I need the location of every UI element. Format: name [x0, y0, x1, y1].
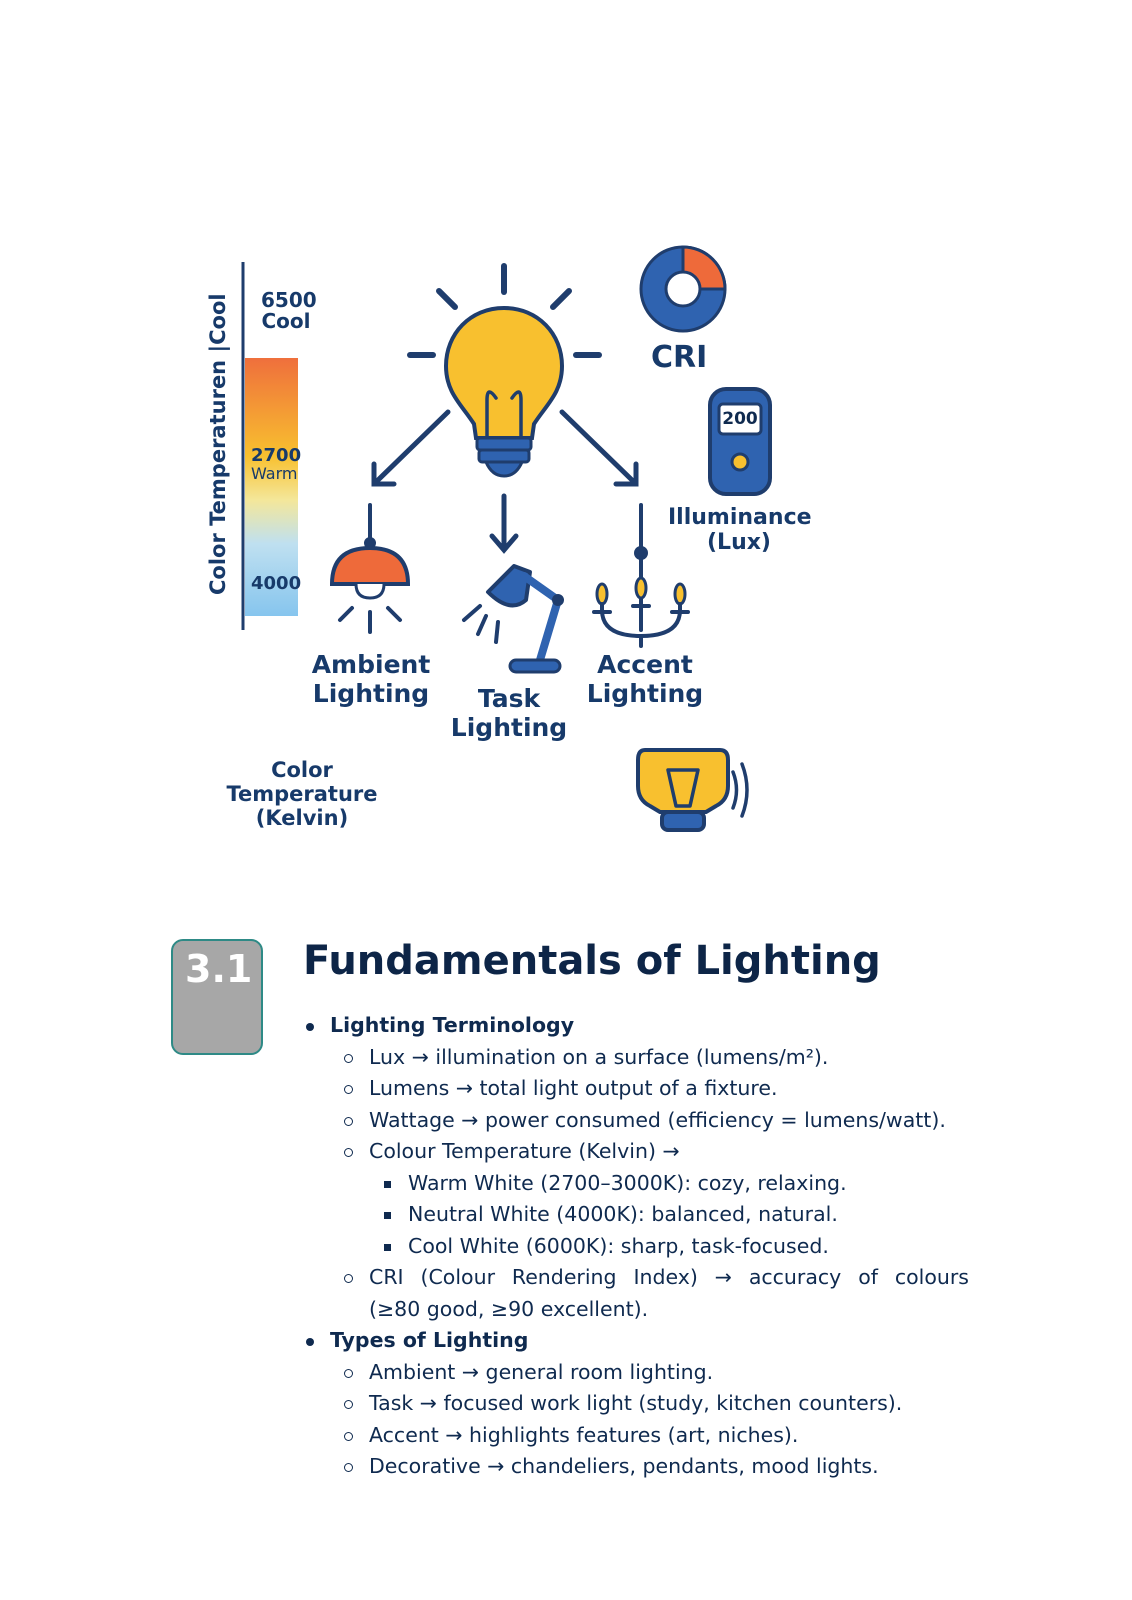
illuminance-label [668, 505, 810, 556]
square-bullet-icon [384, 1181, 391, 1188]
section-number-badge [171, 939, 263, 1055]
section-title: Fundamentals of Lighting [303, 938, 881, 984]
tick-2700-label: Warm [251, 463, 298, 483]
cri-word: → [714, 1265, 732, 1289]
bullet-icon [306, 1338, 314, 1346]
types-heading: Types of Lighting [330, 1328, 529, 1352]
cri-donut-icon [641, 247, 725, 331]
tick-2700 [251, 447, 301, 483]
main-bulb-icon [410, 266, 599, 476]
task-label-line2: Lighting [450, 712, 568, 742]
color-temp-line1: Color [271, 758, 333, 782]
illuminance-label-line2: (Lux) [707, 530, 771, 556]
terminology-heading: Lighting Terminology [330, 1013, 575, 1037]
section-body [300, 1010, 980, 1483]
list-item [300, 1231, 980, 1263]
accent-label-line2: Lighting [586, 678, 704, 708]
cri-label: CRI [651, 340, 708, 375]
list-item [300, 1420, 980, 1452]
neutral-white-text: Neutral White (4000K): balanced, natural. [408, 1202, 838, 1226]
list-item-continuation [300, 1294, 980, 1326]
list-item [300, 1451, 980, 1483]
circle-bullet-icon [344, 1274, 353, 1283]
ambient-label-line2: Lighting [312, 678, 430, 708]
cri-word: accuracy [748, 1265, 842, 1289]
circle-bullet-icon [344, 1085, 353, 1094]
color-temperature-label [222, 758, 382, 830]
decorative-text: Decorative → chandeliers, pendants, mood lights. [369, 1454, 879, 1478]
ambient-text: Ambient → general room lighting. [369, 1359, 714, 1384]
bullet-icon [306, 1023, 314, 1031]
wattage-text: Wattage → power consumed (efficiency = lumens/watt). [369, 1107, 946, 1132]
circle-bullet-icon [344, 1400, 353, 1409]
cri-word: CRI [369, 1265, 404, 1289]
colour-temp-text: Colour Temperature (Kelvin) → [369, 1139, 680, 1163]
list-item [300, 1199, 980, 1231]
cri-word: Index) [633, 1265, 698, 1289]
circle-bullet-icon [344, 1117, 353, 1126]
illuminance-label-line1: Illuminance [668, 505, 812, 530]
tick-4000: 4000 [251, 573, 302, 594]
circle-bullet-icon [344, 1463, 353, 1472]
cri-word: (Colour [420, 1265, 495, 1289]
cri-continuation-text: (≥80 good, ≥90 excellent). [369, 1296, 649, 1321]
cri-text [369, 1262, 969, 1294]
circle-bullet-icon [344, 1369, 353, 1378]
list-item [300, 1388, 980, 1420]
list-item [300, 1042, 980, 1074]
kelvin-scale-title: Color Temperaturen |Cool [206, 293, 230, 595]
tick-6500 [261, 288, 317, 333]
accent-label-line1: Accent [597, 650, 693, 679]
cool-white-text: Cool White (6000K): sharp, task-focused. [408, 1233, 829, 1258]
accent-text: Accent → highlights features (art, niches). [369, 1422, 799, 1447]
ambient-label-line1: Ambient [311, 650, 431, 679]
task-lighting-label [446, 685, 572, 743]
circle-bullet-icon [344, 1432, 353, 1441]
ambient-pendant-icon [332, 505, 408, 632]
task-label-line1: Task [477, 684, 541, 713]
list-item [300, 1262, 980, 1294]
lumens-text: Lumens → total light output of a fixture. [369, 1076, 778, 1100]
tick-2700-value: 2700 [251, 445, 302, 466]
cri-word: of [858, 1265, 878, 1289]
list-item [300, 1357, 980, 1389]
ambient-lighting-label [306, 651, 436, 709]
meter-readout: 200 [722, 409, 758, 429]
task-text: Task → focused work light (study, kitchen counters). [369, 1391, 903, 1415]
list-item [300, 1010, 980, 1042]
warm-white-text: Warm White (2700–3000K): cozy, relaxing. [408, 1170, 847, 1195]
cri-word: Rendering [511, 1265, 617, 1289]
list-item [300, 1105, 980, 1137]
list-item [300, 1073, 980, 1105]
section-number: 3.1 [185, 947, 253, 991]
lux-meter-icon [710, 389, 770, 494]
tick-6500-label: Cool [261, 309, 311, 333]
tick-6500-value: 6500 [261, 288, 317, 312]
color-temp-line2: Temperature [226, 782, 378, 807]
list-item [300, 1168, 980, 1200]
cri-word: colours [894, 1265, 969, 1289]
circle-bullet-icon [344, 1054, 353, 1063]
square-bullet-icon [384, 1212, 391, 1219]
smart-bulb-icon [638, 750, 747, 830]
lux-text: Lux → illumination on a surface (lumens/m²). [369, 1044, 829, 1069]
task-desk-lamp-icon [464, 566, 563, 672]
color-temp-line3: (Kelvin) [255, 806, 349, 831]
list-item [300, 1325, 980, 1357]
accent-lighting-label [580, 651, 710, 709]
circle-bullet-icon [344, 1148, 353, 1157]
list-item [300, 1136, 980, 1168]
square-bullet-icon [384, 1244, 391, 1251]
